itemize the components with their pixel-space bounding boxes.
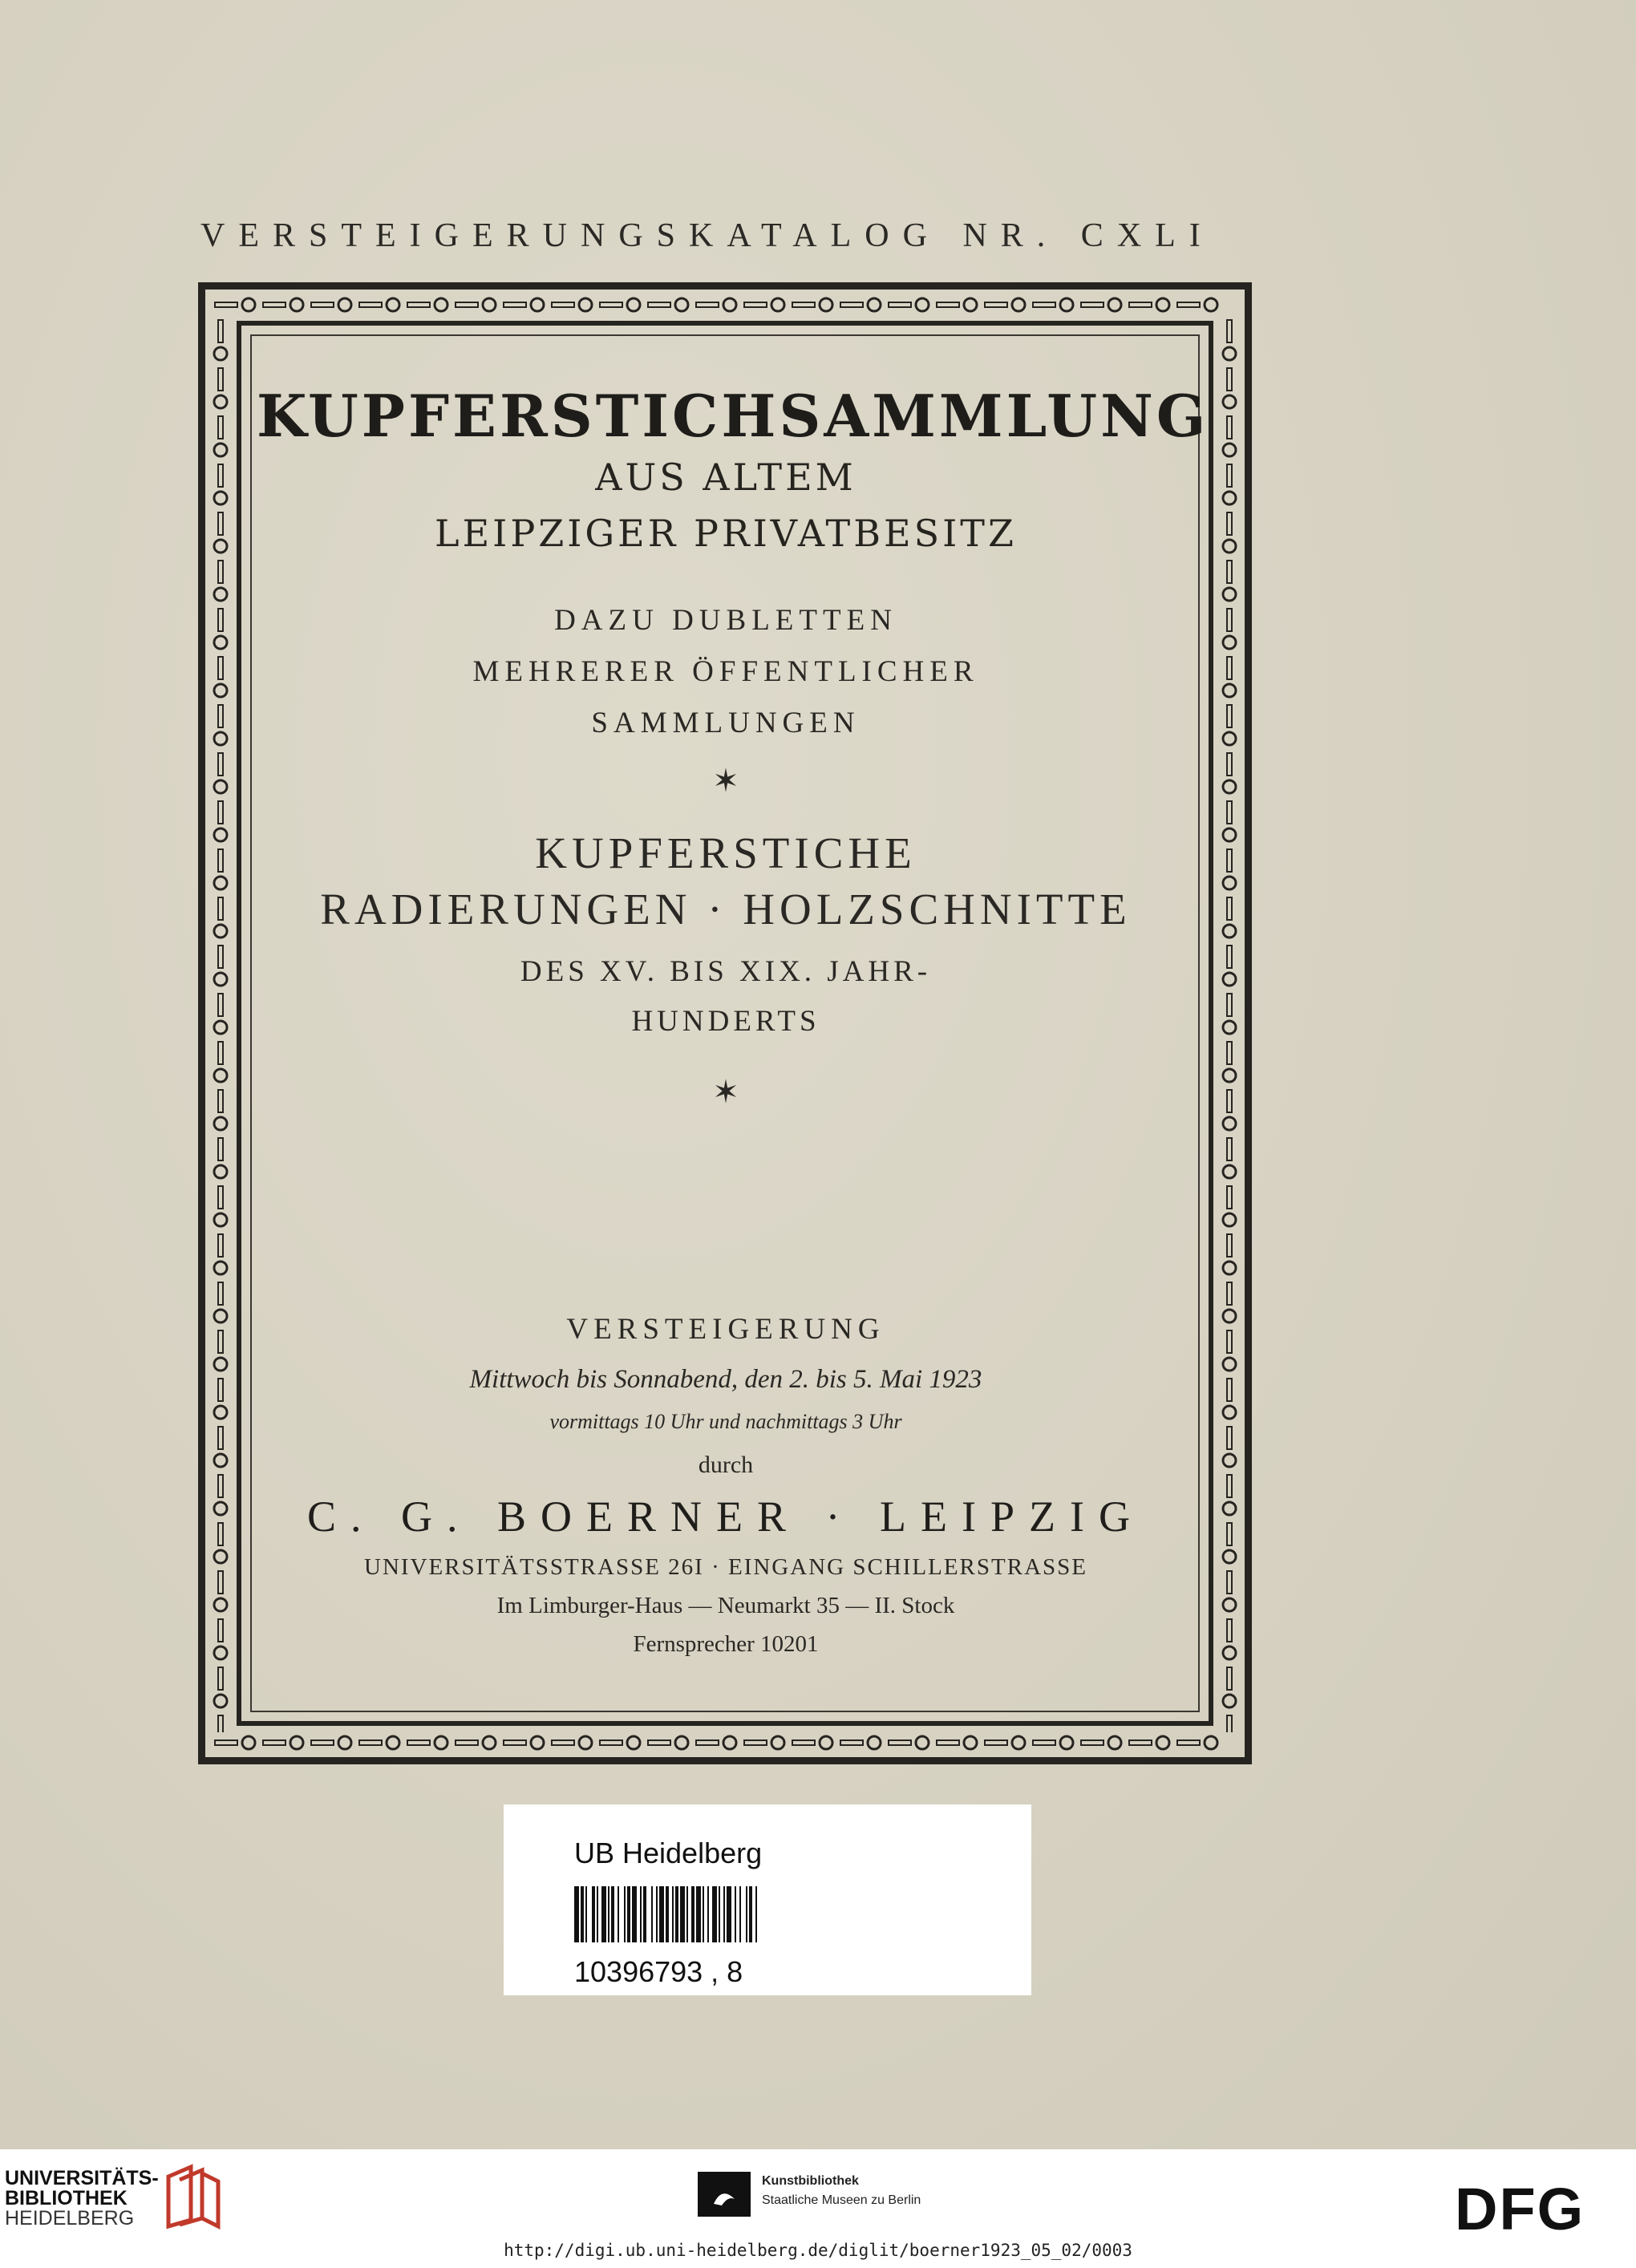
ornament-motif (1223, 1282, 1236, 1322)
ornament-motif (1033, 298, 1073, 311)
ornament-motif (1223, 1138, 1236, 1178)
library-barcode-label (504, 1804, 1031, 1995)
barcode-bar (735, 1886, 736, 1942)
ornament-motif (552, 1736, 592, 1749)
barcode-bar (712, 1886, 717, 1942)
ornament-motif (1223, 849, 1236, 889)
subtitle-line-2: MEHRERER ÖFFENTLICHER (472, 655, 979, 688)
ornament-motif (792, 1736, 832, 1749)
ornament-motif (263, 1736, 303, 1749)
barcode-bar (707, 1886, 709, 1942)
barcode-bar (651, 1886, 653, 1942)
ornament-motif (214, 512, 227, 553)
ornament-motif (937, 1736, 977, 1749)
contents-line-2: RADIERUNGEN · HOLZSCHNITTE (320, 885, 1132, 934)
ornament-motif (214, 1042, 227, 1082)
barcode-bar (746, 1886, 747, 1942)
auction-address: UNIVERSITÄTSSTRASSE 26I · EINGANG SCHILLERSTRASSE (364, 1554, 1087, 1580)
ornament-motif (214, 1667, 227, 1707)
ornament-motif (840, 1736, 881, 1749)
contents-line-1: KUPFERSTICHE (535, 828, 917, 877)
ornament-motif (1223, 1667, 1236, 1707)
ornament-motif (214, 1475, 227, 1515)
barcode-bar (755, 1886, 757, 1942)
ornament-motif (214, 657, 227, 697)
auction-times: vormittags 10 Uhr und nachmittags 3 Uhr (549, 1410, 902, 1433)
title-line-3: LEIPZIGER PRIVATBESITZ (435, 512, 1017, 555)
ornament-motif (1033, 1736, 1073, 1749)
ornament-motif (214, 561, 227, 601)
ornament-motif (504, 298, 544, 311)
barcode-bar (680, 1886, 685, 1942)
catalog-number-line: VERSTEIGERUNGSKATALOG NR. CXLI (200, 217, 1214, 254)
auction-phone: Fernsprecher 10201 (633, 1631, 819, 1657)
dfg-logo: DFG (1455, 2176, 1585, 2242)
ornament-motif (311, 1736, 351, 1749)
barcode-bar (585, 1886, 587, 1942)
ornament-motif (1129, 298, 1169, 311)
barcode-bar (656, 1886, 658, 1942)
ornament-motif (1223, 561, 1236, 601)
ornament-motif (1177, 298, 1217, 311)
ornament-motif (214, 320, 227, 360)
ornament-motif (214, 753, 227, 793)
ornament-motif (744, 298, 784, 311)
ornament-motif (696, 298, 736, 311)
ornament-motif (263, 298, 303, 311)
barcode-bar (691, 1886, 694, 1942)
ornament-band-bottom (210, 1732, 1240, 1753)
ornament-motif (214, 464, 227, 504)
auction-heading: VERSTEIGERUNG (566, 1313, 885, 1346)
barcode-bar (611, 1886, 614, 1942)
ornament-motif (1223, 416, 1236, 456)
ornament-motif (1223, 512, 1236, 553)
ornament-motif (1223, 1571, 1236, 1611)
ornament-band-right (1219, 315, 1240, 1732)
ornament-motif (648, 298, 688, 311)
barcode-bar (727, 1886, 731, 1942)
ornament-motif (214, 1523, 227, 1563)
ornament-motif (1081, 298, 1121, 311)
auction-dates: Mittwoch bis Sonnabend, den 2. bis 5. Mai 1923 (469, 1365, 982, 1394)
auction-firm: C. G. BOERNER · LEIPZIG (307, 1492, 1144, 1541)
barcode-bar (608, 1886, 609, 1942)
ornament-band-left (210, 315, 231, 1732)
ornament-motif (1223, 320, 1236, 360)
permalink-url[interactable]: http://digi.ub.uni-heidelberg.de/diglit/boerner1923_05_02/0003 (504, 2241, 1132, 2260)
barcode-bar (696, 1886, 701, 1942)
barcode-bar (739, 1886, 741, 1942)
ornament-motif (1223, 657, 1236, 697)
title-page-content (257, 337, 1209, 1700)
ornament-motif (1223, 1475, 1236, 1515)
ub-line-3: HEIDELBERG (5, 2207, 135, 2230)
ornament-motif (214, 994, 227, 1034)
ornament-motif (937, 298, 977, 311)
ornament-motif (1223, 1330, 1236, 1371)
barcode-bar (703, 1886, 704, 1942)
ornament-motif (456, 298, 496, 311)
ornament-motif (407, 1736, 447, 1749)
subtitle-line-1: DAZU DUBLETTEN (554, 604, 897, 637)
ornament-motif (504, 1736, 544, 1749)
ornament-motif (311, 298, 351, 311)
barcode-bar (632, 1886, 637, 1942)
ornament-motif (214, 1090, 227, 1130)
barcode-bar (686, 1886, 688, 1942)
ornament-motif (1223, 897, 1236, 938)
auction-by: durch (698, 1452, 754, 1478)
ornament-motif (552, 298, 592, 311)
ub-line-1: UNIVERSITÄTS- (5, 2167, 159, 2189)
ornament-pattern (1219, 315, 1240, 1732)
ornament-motif (840, 298, 881, 311)
contents-line-4: HUNDERTS (631, 1005, 820, 1038)
ornament-band-top (210, 294, 1240, 315)
ornament-motif (214, 1330, 227, 1371)
ub-line-2: BIBLIOTHEK (5, 2187, 128, 2209)
ornament-motif (214, 609, 227, 649)
ornament-motif (1223, 1234, 1236, 1274)
separator-star-2: ✶ (712, 1074, 739, 1110)
ornament-motif (214, 1715, 227, 1732)
ornament-motif (214, 801, 227, 841)
ornament-motif (214, 1282, 227, 1322)
auction-location: Im Limburger-Haus — Neumarkt 35 — II. Stock (496, 1593, 955, 1618)
ornament-motif (215, 298, 255, 311)
ornament-motif (1223, 1715, 1236, 1732)
ornament-motif (214, 1234, 227, 1274)
barcode-bar (627, 1886, 630, 1942)
label-library-name: UB Heidelberg (574, 1837, 763, 1869)
ornament-motif (1177, 1736, 1217, 1749)
kunstbibliothek-logo-icon (698, 2172, 751, 2217)
barcode-bar (581, 1886, 584, 1942)
ornament-motif (1223, 1619, 1236, 1659)
ornament-motif (215, 1736, 255, 1749)
footer-bar (0, 2149, 1636, 2268)
ornament-motif (648, 1736, 688, 1749)
title-line-2: AUS ALTEM (595, 456, 856, 499)
barcode-bar (659, 1886, 664, 1942)
ornament-pattern (210, 1732, 1240, 1753)
ornament-motif (600, 298, 640, 311)
ornament-motif (214, 416, 227, 456)
ornament-motif (214, 1379, 227, 1419)
ornament-motif (214, 1571, 227, 1611)
barcode-bar (723, 1886, 725, 1942)
subtitle-line-3: SAMMLUNGEN (591, 707, 861, 739)
ornament-pattern (210, 294, 1240, 315)
barcode-graphic (574, 1886, 911, 1942)
ornament-motif (889, 1736, 929, 1749)
ornament-motif (214, 946, 227, 986)
barcode-bar (719, 1886, 720, 1942)
ornament-motif (407, 298, 447, 311)
ornament-motif (456, 1736, 496, 1749)
ornament-motif (1223, 1427, 1236, 1467)
contents-line-3: DES XV. BIS XIX. JAHR- (520, 955, 932, 988)
ornament-motif (359, 298, 399, 311)
ornament-motif (1223, 609, 1236, 649)
barcode-bar (640, 1886, 642, 1942)
ornament-motif (1223, 753, 1236, 793)
label-call-number: 10396793 , 8 (574, 1955, 743, 1988)
ub-heidelberg-logo-icon (160, 2162, 228, 2230)
ornament-motif (214, 849, 227, 889)
ornament-motif (1081, 1736, 1121, 1749)
barcode-bar (643, 1886, 646, 1942)
ornament-motif (1223, 464, 1236, 504)
ornament-motif (1223, 705, 1236, 745)
ub-heidelberg-wordmark (5, 2169, 159, 2229)
barcode-bar (597, 1886, 598, 1942)
kb-line-1: Kunstbibliothek (762, 2174, 859, 2188)
ornament-motif (985, 298, 1025, 311)
ornament-motif (1223, 1379, 1236, 1419)
main-title: KUPFERSTICHSAMMLUNG (257, 382, 1209, 450)
ornament-motif (792, 298, 832, 311)
barcode-bar (601, 1886, 606, 1942)
ornament-motif (214, 368, 227, 408)
ornament-motif (1223, 1090, 1236, 1130)
separator-star-1: ✶ (712, 763, 739, 799)
ornament-motif (696, 1736, 736, 1749)
ornament-motif (1223, 994, 1236, 1034)
ornament-motif (1223, 1523, 1236, 1563)
barcode-bar (749, 1886, 752, 1942)
ornament-motif (214, 705, 227, 745)
kb-line-2: Staatliche Museen zu Berlin (762, 2193, 921, 2207)
barcode-bar (675, 1886, 678, 1942)
ornament-motif (1223, 368, 1236, 408)
ornament-motif (214, 897, 227, 938)
ornament-motif (359, 1736, 399, 1749)
ornament-motif (1223, 1186, 1236, 1226)
barcode-bar (574, 1886, 579, 1942)
barcode-bar (672, 1886, 674, 1942)
barcode-bar (592, 1886, 595, 1942)
barcode-bar (666, 1886, 669, 1942)
barcode-bar (618, 1886, 619, 1942)
ornament-motif (1223, 801, 1236, 841)
ornament-motif (889, 298, 929, 311)
ornament-motif (214, 1186, 227, 1226)
ornament-motif (1129, 1736, 1169, 1749)
ornament-motif (1223, 946, 1236, 986)
ornament-motif (600, 1736, 640, 1749)
ornament-motif (214, 1138, 227, 1178)
ornament-motif (214, 1619, 227, 1659)
ornament-motif (985, 1736, 1025, 1749)
ornament-motif (1223, 1042, 1236, 1082)
kunstbibliothek-wordmark (762, 2172, 921, 2210)
barcode-bar (624, 1886, 626, 1942)
ornament-motif (744, 1736, 784, 1749)
ornament-motif (214, 1427, 227, 1467)
ornament-pattern (210, 315, 231, 1732)
